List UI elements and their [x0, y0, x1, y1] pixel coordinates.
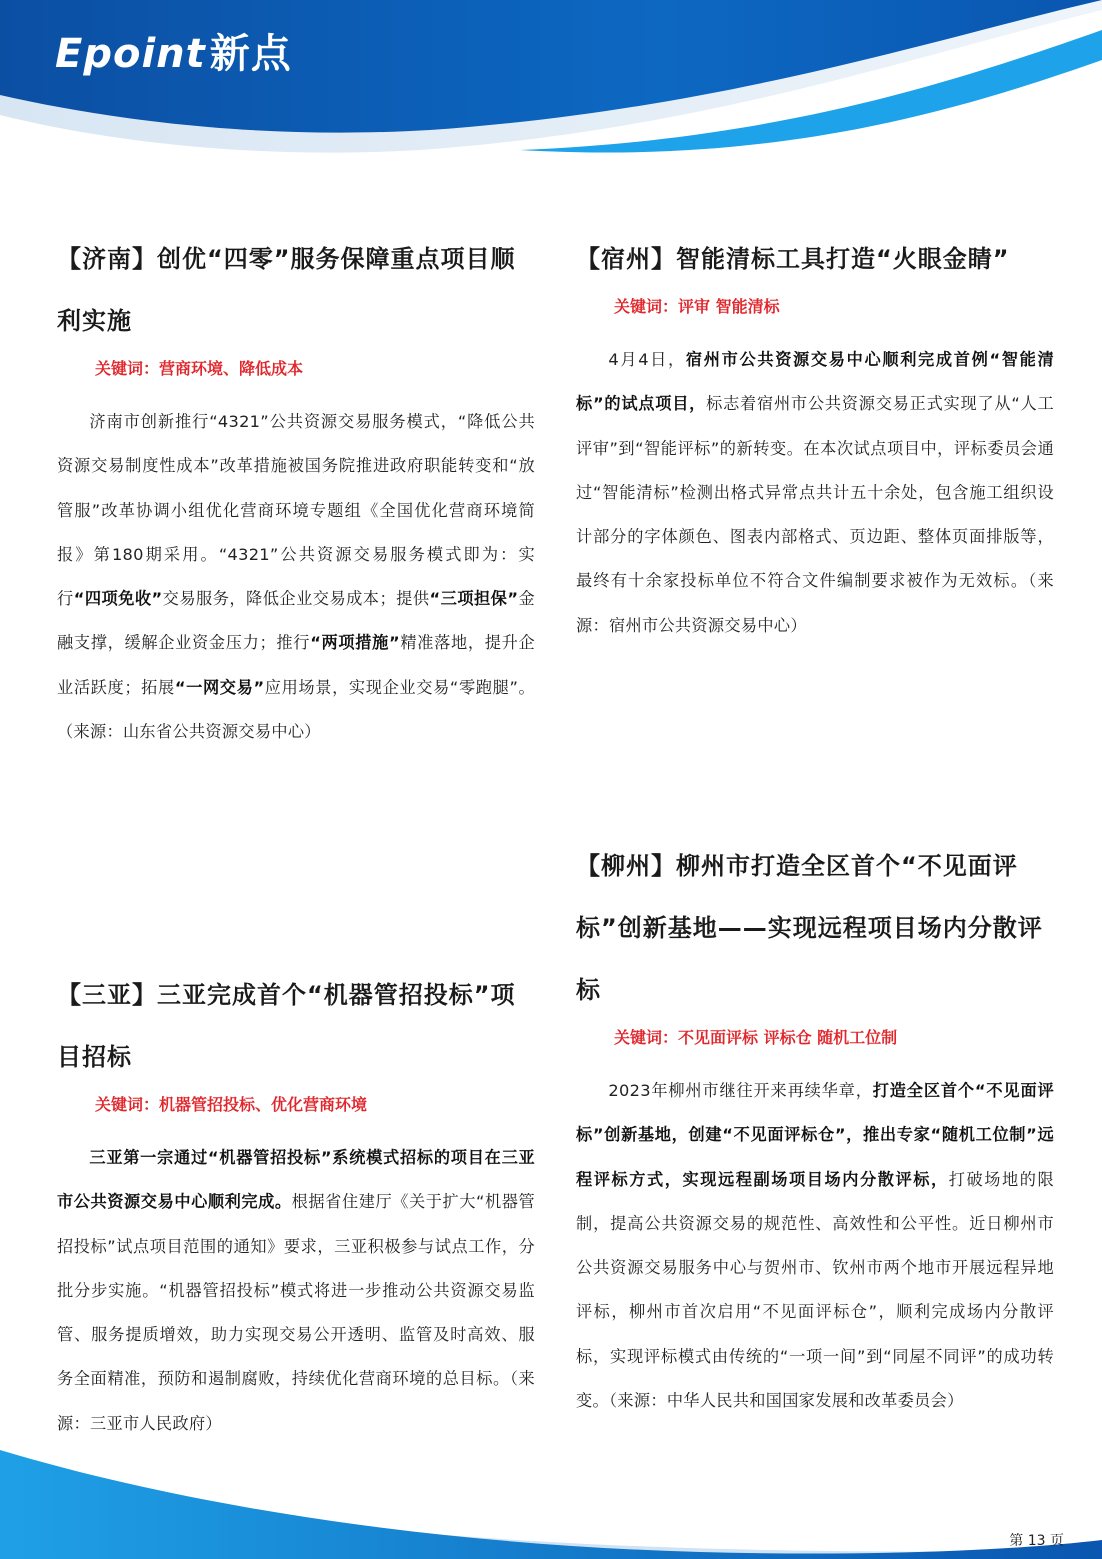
article-title: 【济南】创优“四零”服务保障重点项目顺利实施	[57, 245, 516, 335]
article-keywords: 关键词：机器管招投标、优化营商环境	[95, 1095, 368, 1114]
article-body: 三亚第一宗通过“机器管招投标”系统模式招标的项目在三亚市公共资源交易中心顺利完成。根据省住建厅《关于扩大“机器管招投标”试点项目范围的通知》要求，三亚积极参与试点工作，分批分步实施。“机器管招投标”模式将进一步推动公共资源交易监管、服务提质增效，助力实现交易公开透明、监管及时高效、服务全面精准，预防和遏制腐败，持续优化营商环境的总目标。（来源：三亚市人民政府）	[57, 1148, 535, 1433]
article-keywords: 关键词：不见面评标 评标仓 随机工位制	[614, 1028, 898, 1047]
article-suzhou	[576, 228, 1054, 648]
article-liuzhou	[576, 835, 1054, 1423]
article-sanya	[57, 964, 535, 1446]
page-number: 第 13 页	[1009, 1533, 1064, 1549]
article-title: 【柳州】柳州市打造全区首个“不见面评标”创新基地——实现远程项目场内分散评标	[576, 852, 1043, 1004]
article-keywords: 关键词：营商环境、降低成本	[95, 359, 304, 378]
article-body: 济南市创新推行“4321”公共资源交易服务模式，“降低公共资源交易制度性成本”改革措施被国务院推进政府职能转变和“放管服”改革协调小组优化营商环境专题组《全国优化营商环境简报》第180期采用。“4321”公共资源交易服务模式即为：实行“四项免收”交易服务，降低企业交易成本；提供“三项担保”金融支撑，缓解企业资金压力；推行“两项措施”精准落地，提升企业活跃度；拓展“一网交易”应用场景，实现企业交易“零跑腿”。（来源：山东省公共资源交易中心）	[57, 412, 536, 742]
logo-latin: Epoint	[55, 31, 206, 77]
footer-wave	[0, 1440, 1102, 1559]
article-body: 2023年柳州市继往开来再续华章，打造全区首个“不见面评标”创新基地，创建“不见面评标仓”，推出专家“随机工位制”远程评标方式，实现远程副场项目场内分散评标，打破场地的限制，提高公共资源交易的规范性、高效性和公平性。近日柳州市公共资源交易服务中心与贺州市、钦州市两个地市开展远程异地评标，柳州市首次启用“不见面评标仓”，顺利完成场内分散评标，实现评标模式由传统的“一项一间”到“同屋不同评”的成功转变。（来源：中华人民共和国国家发展和改革委员会）	[576, 1081, 1054, 1411]
article-keywords: 关键词：评审 智能清标	[614, 297, 780, 316]
logo-cn: 新点	[209, 31, 292, 77]
article-title: 【宿州】智能清标工具打造“火眼金睛”	[576, 245, 1010, 273]
article-jinan	[57, 228, 535, 754]
epoint-logo	[55, 22, 292, 79]
article-title: 【三亚】三亚完成首个“机器管招投标”项目招标	[57, 981, 516, 1071]
article-body: 4月4日，宿州市公共资源交易中心顺利完成首例“智能清标”的试点项目，标志着宿州市公共资源交易正式实现了从“人工评审”到“智能评标”的新转变。在本次试点项目中，评标委员会通过“智能清标”检测出格式异常点共计五十余处，包含施工组织设计部分的字体颜色、图表内部格式、页边距、整体页面排版等，最终有十余家投标单位不符合文件编制要求被作为无效标。（来源：宿州市公共资源交易中心）	[576, 350, 1054, 635]
